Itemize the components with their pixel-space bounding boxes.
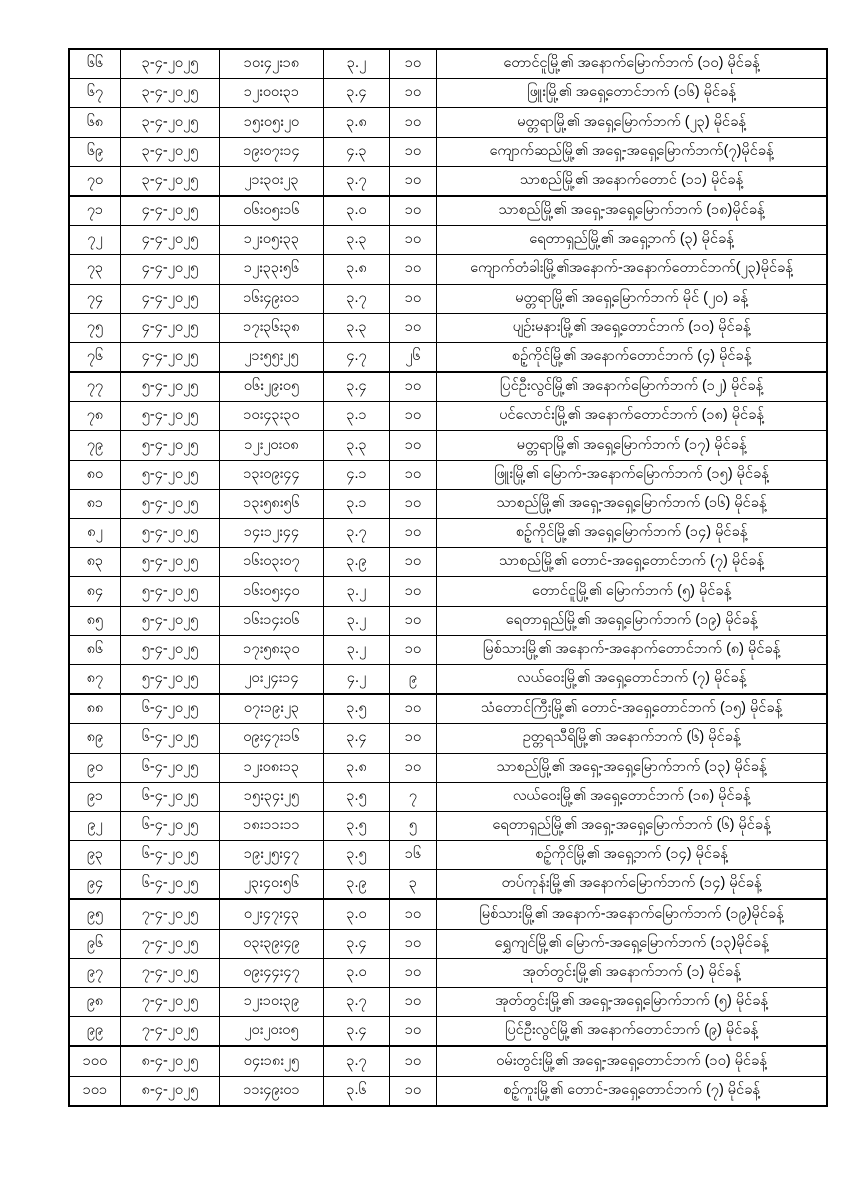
depth-cell: ၁၀ [390,108,437,137]
location-cell: ပျဉ်းမနားမြို့၏ အရှေ့တောင်ဘက် (၁၀) မိုင်ခန့် [437,313,828,342]
no-cell: ၆၇ [69,79,121,108]
time-cell: ၁၅း၃၄း၂၅ [220,782,324,811]
date-cell: ၆-၄-၂၀၂၅ [121,841,220,870]
table-row [69,284,827,313]
table-row [69,753,827,782]
location-cell: သာစည်မြို့၏ အနောက်တောင် (၁၁) မိုင်ခန့် [437,166,828,196]
time-cell: ၂၁း၃၀း၂၃ [220,166,324,196]
table-row [69,841,827,870]
time-cell: ၁၂း၂၀း၀၈ [220,431,324,460]
magnitude-cell: ၃.၈ [324,753,390,782]
time-cell: ၁၃း၀၉း၄၄ [220,460,324,489]
date-cell: ၇-၄-၂၀၂၅ [121,958,220,987]
magnitude-cell: ၃.၂ [324,635,390,664]
location-cell: လယ်ဝေးမြို့၏ အရှေ့တောင်ဘက် (၁၈) မိုင်ခန့် [437,782,828,811]
no-cell: ၈၂ [69,519,121,548]
table-row [69,1076,827,1106]
no-cell: ၉၆ [69,929,121,958]
depth-cell: ၁၀ [390,402,437,431]
earthquake-log-table-container [68,48,828,1107]
magnitude-cell: ၃.၇ [324,988,390,1017]
table-row [69,870,827,900]
time-cell: ၁၀း၄၃း၃၀ [220,402,324,431]
location-cell: သာစည်မြို့၏ အရှေ့-အရှေ့မြောက်ဘက် (၁၆) မိုင်ခန့် [437,489,828,518]
date-cell: ၇-၄-၂၀၂၅ [121,988,220,1017]
table-row [69,958,827,987]
magnitude-cell: ၃.၃ [324,313,390,342]
time-cell: ၁၀း၄၂း၁၈ [220,49,324,79]
no-cell: ၈၄ [69,577,121,606]
no-cell: ၁၀၀ [69,1046,121,1076]
no-cell: ၉၅ [69,899,121,929]
table-row [69,313,827,342]
time-cell: ၁၉း၀၇း၁၄ [220,137,324,166]
magnitude-cell: ၃.၄ [324,724,390,753]
location-cell: အုတ်တွင်းမြို့၏ အနောက်ဘက် (၁) မိုင်ခန့် [437,958,828,987]
magnitude-cell: ၃.၀ [324,958,390,987]
magnitude-cell: ၃.၂ [324,49,390,79]
no-cell: ၇၂ [69,226,121,255]
table-row [69,166,827,196]
depth-cell: ၁၀ [390,313,437,342]
time-cell: ၁၂း၃၃း၅၆ [220,255,324,284]
table-row [69,489,827,518]
depth-cell: ၁၀ [390,724,437,753]
table-row [69,79,827,108]
location-cell: စဉ့်ကိုင်မြို့၏ အရှေ့မြောက်ဘက် (၁၄) မိုင်ခန့် [437,519,828,548]
no-cell: ၉၀ [69,753,121,782]
no-cell: ၈၇ [69,664,121,694]
time-cell: ၀၄း၁၈း၂၅ [220,1046,324,1076]
depth-cell: ၁၀ [390,635,437,664]
location-cell: သာစည်မြို့၏ တောင်-အရှေ့တောင်ဘက် (၇) မိုင်ခန့် [437,548,828,577]
table-row [69,635,827,664]
location-cell: ဥတ္တရသီရိမြို့၏ အနောက်ဘက် (၆) မိုင်ခန့် [437,724,828,753]
time-cell: ၁၁း၄၉း၀၁ [220,1076,324,1106]
depth-cell: ၁၀ [390,899,437,929]
magnitude-cell: ၃.၇ [324,519,390,548]
magnitude-cell: ၃.၅ [324,694,390,724]
magnitude-cell: ၄.၂ [324,664,390,694]
magnitude-cell: ၃.၃ [324,431,390,460]
magnitude-cell: ၃.၈ [324,255,390,284]
depth-cell: ၁၀ [390,1017,437,1047]
time-cell: ၁၄း၁၂း၄၄ [220,519,324,548]
time-cell: ၂၃း၄၀း၅၆ [220,870,324,900]
time-cell: ၂၁း၅၅း၂၅ [220,342,324,372]
time-cell: ၁၆း၁၄း၀၆ [220,606,324,635]
depth-cell: ၁၀ [390,988,437,1017]
date-cell: ၄-၄-၂၀၂၅ [121,255,220,284]
time-cell: ၁၂း၀၅း၃၃ [220,226,324,255]
no-cell: ၉၂ [69,811,121,840]
no-cell: ၆၉ [69,137,121,166]
time-cell: ၀၃း၃၉း၄၉ [220,929,324,958]
magnitude-cell: ၃.၅ [324,811,390,840]
no-cell: ၁၀၁ [69,1076,121,1106]
date-cell: ၅-၄-၂၀၂၅ [121,548,220,577]
date-cell: ၅-၄-၂၀၂၅ [121,606,220,635]
location-cell: ရေတာရှည်မြို့၏ အရှေ့မြောက်ဘက် (၁၉) မိုင်ခန့် [437,606,828,635]
table-row [69,460,827,489]
no-cell: ၇၃ [69,255,121,284]
time-cell: ၁၆း၀၃း၀၇ [220,548,324,577]
time-cell: ၁၂း၀၈း၁၃ [220,753,324,782]
time-cell: ၁၆း၀၅း၄၀ [220,577,324,606]
no-cell: ၇၁ [69,196,121,226]
date-cell: ၆-၄-၂၀၂၅ [121,782,220,811]
date-cell: ၄-၄-၂၀၂၅ [121,342,220,372]
magnitude-cell: ၃.၄ [324,929,390,958]
date-cell: ၅-၄-၂၀၂၅ [121,402,220,431]
table-row [69,811,827,840]
time-cell: ၁၂း၁၀း၃၉ [220,988,324,1017]
table-row [69,1046,827,1076]
date-cell: ၇-၄-၂၀၂၅ [121,1017,220,1047]
location-cell: သံတောင်ကြီးမြို့၏ တောင်-အရှေ့တောင်ဘက် (၁၅) မိုင်ခန့် [437,694,828,724]
depth-cell: ၁၀ [390,284,437,313]
depth-cell: ၃ [390,870,437,900]
no-cell: ၈၉ [69,724,121,753]
time-cell: ၁၅း၀၅း၂၀ [220,108,324,137]
magnitude-cell: ၃.၅ [324,782,390,811]
depth-cell: ၁၆ [390,841,437,870]
no-cell: ၉၇ [69,958,121,987]
date-cell: ၅-၄-၂၀၂၅ [121,489,220,518]
time-cell: ၁၈း၁၁း၁၁ [220,811,324,840]
depth-cell: ၁၀ [390,372,437,402]
magnitude-cell: ၃.၀ [324,196,390,226]
table-row [69,724,827,753]
no-cell: ၆၆ [69,49,121,79]
depth-cell: ၁၀ [390,694,437,724]
location-cell: ရေတာရှည်မြို့၏ အရှေ့ဘက် (၃) မိုင်ခန့် [437,226,828,255]
date-cell: ၃-၄-၂၀၂၅ [121,166,220,196]
depth-cell: ၁၀ [390,137,437,166]
no-cell: ၈၃ [69,548,121,577]
location-cell: မတ္တရာမြို့၏ အရှေ့မြောက်ဘက် မိုင် (၂၀) ခန့် [437,284,828,313]
magnitude-cell: ၄.၇ [324,342,390,372]
depth-cell: ၁၀ [390,196,437,226]
earthquake-table-body [69,49,827,1106]
no-cell: ၆၈ [69,108,121,137]
depth-cell: ၁၀ [390,958,437,987]
date-cell: ၃-၄-၂၀၂၅ [121,137,220,166]
no-cell: ၇၈ [69,402,121,431]
magnitude-cell: ၃.၈ [324,108,390,137]
magnitude-cell: ၃.၄ [324,79,390,108]
time-cell: ၁၉း၂၅း၄၇ [220,841,324,870]
table-row [69,137,827,166]
location-cell: မြစ်သားမြို့၏ အနောက်-အနောက်တောင်ဘက် (၈) မိုင်ခန့် [437,635,828,664]
table-row [69,899,827,929]
table-row [69,342,827,372]
table-row [69,196,827,226]
depth-cell: ၁၀ [390,606,437,635]
magnitude-cell: ၃.၂ [324,606,390,635]
date-cell: ၅-၄-၂၀၂၅ [121,635,220,664]
depth-cell: ၁၀ [390,519,437,548]
time-cell: ၀၆း၂၉း၀၅ [220,372,324,402]
date-cell: ၆-၄-၂၀၂၅ [121,753,220,782]
magnitude-cell: ၃.၁ [324,489,390,518]
magnitude-cell: ၃.၀ [324,899,390,929]
depth-cell: ၁၀ [390,753,437,782]
earthquake-log-table [68,48,828,1107]
location-cell: ပင်လောင်းမြို့၏ အနောက်တောင်ဘက် (၁၈) မိုင်ခန့် [437,402,828,431]
location-cell: ပြင်ဦးလွင်မြို့၏ အနောက်တောင်ဘက် (၉) မိုင်ခန့် [437,1017,828,1047]
magnitude-cell: ၃.၃ [324,226,390,255]
date-cell: ၃-၄-၂၀၂၅ [121,79,220,108]
date-cell: ၇-၄-၂၀၂၅ [121,899,220,929]
table-row [69,664,827,694]
time-cell: ၁၇း၅၈း၃၀ [220,635,324,664]
depth-cell: ၁၀ [390,1076,437,1106]
location-cell: စဉ့်ကိုင်မြို့၏ အရှေ့ဘက် (၁၄) မိုင်ခန့် [437,841,828,870]
no-cell: ၇၇ [69,372,121,402]
no-cell: ၈၈ [69,694,121,724]
time-cell: ၁၂း၀၀း၃၁ [220,79,324,108]
magnitude-cell: ၃.၂ [324,577,390,606]
table-row [69,988,827,1017]
depth-cell: ၁၀ [390,166,437,196]
table-row [69,1017,827,1047]
date-cell: ၃-၄-၂၀၂၅ [121,108,220,137]
table-row [69,929,827,958]
date-cell: ၆-၄-၂၀၂၅ [121,870,220,900]
location-cell: အုတ်တွင်းမြို့၏ အရှေ့-အရှေ့မြောက်ဘက် (၅) မိုင်ခန့် [437,988,828,1017]
location-cell: ကျောက်ဆည်မြို့၏ အရှေ့-အရှေ့မြောက်ဘက်(၇)မိုင်ခန့် [437,137,828,166]
time-cell: ၀၉း၄၇း၁၆ [220,724,324,753]
location-cell: စဉ့်ကူးမြို့၏ တောင်-အရှေ့တောင်ဘက် (၇) မိုင်ခန့် [437,1076,828,1106]
location-cell: မတ္တရာမြို့၏ အရှေ့မြောက်ဘက် (၂၃) မိုင်ခန့် [437,108,828,137]
location-cell: တောင်ငူမြို့၏ အနောက်မြောက်ဘက် (၁၀) မိုင်ခန့် [437,49,828,79]
no-cell: ၇၀ [69,166,121,196]
time-cell: ၂၀း၂၀း၀၅ [220,1017,324,1047]
location-cell: ဝမ်းတွင်းမြို့၏ အရှေ့-အရှေ့တောင်ဘက် (၁၀) မိုင်ခန့် [437,1046,828,1076]
depth-cell: ၁၀ [390,431,437,460]
depth-cell: ၉ [390,664,437,694]
magnitude-cell: ၃.၇ [324,1046,390,1076]
magnitude-cell: ၃.၄ [324,372,390,402]
no-cell: ၉၃ [69,841,121,870]
date-cell: ၄-၄-၂၀၂၅ [121,226,220,255]
depth-cell: ၁၀ [390,226,437,255]
location-cell: သာစည်မြို့၏ အရှေ့-အရှေ့မြောက်ဘက် (၁၃) မိုင်ခန့် [437,753,828,782]
magnitude-cell: ၃.၅ [324,841,390,870]
location-cell: သာစည်မြို့၏ အရှေ့-အရှေ့မြောက်ဘက် (၁၈)မိုင်ခန့် [437,196,828,226]
date-cell: ၆-၄-၂၀၂၅ [121,724,220,753]
magnitude-cell: ၃.၆ [324,1076,390,1106]
table-row [69,694,827,724]
no-cell: ၈၆ [69,635,121,664]
time-cell: ၂၀း၂၄း၁၄ [220,664,324,694]
no-cell: ၉၉ [69,1017,121,1047]
no-cell: ၇၆ [69,342,121,372]
depth-cell: ၁၀ [390,489,437,518]
table-row [69,782,827,811]
location-cell: ပြင်ဦးလွင်မြို့၏ အနောက်မြောက်ဘက် (၁၂) မိုင်ခန့် [437,372,828,402]
date-cell: ၆-၄-၂၀၂၅ [121,694,220,724]
depth-cell: ၁၀ [390,79,437,108]
date-cell: ၇-၄-၂၀၂၅ [121,929,220,958]
time-cell: ၀၉း၄၄း၄၇ [220,958,324,987]
location-cell: ကျောက်တံခါးမြို့၏အနောက်-အနောက်တောင်ဘက်(၂၃)မိုင်ခန့် [437,255,828,284]
date-cell: ၅-၄-၂၀၂၅ [121,664,220,694]
table-row [69,606,827,635]
no-cell: ၈၅ [69,606,121,635]
date-cell: ၄-၄-၂၀၂၅ [121,196,220,226]
table-row [69,548,827,577]
location-cell: တောင်ငူမြို့၏ မြောက်ဘက် (၅) မိုင်ခန့် [437,577,828,606]
location-cell: ရွှေကျင်မြို့၏ မြောက်-အရှေ့မြောက်ဘက် (၁၃)မိုင်ခန့် [437,929,828,958]
table-row [69,108,827,137]
time-cell: ၁၇း၃၆း၃၈ [220,313,324,342]
location-cell: ရေတာရှည်မြို့၏ အရှေ့-အရှေ့မြောက်ဘက် (၆) မိုင်ခန့် [437,811,828,840]
time-cell: ၁၆း၄၉း၀၁ [220,284,324,313]
no-cell: ၈၀ [69,460,121,489]
table-row [69,49,827,79]
table-row [69,226,827,255]
date-cell: ၅-၄-၂၀၂၅ [121,519,220,548]
date-cell: ၅-၄-၂၀၂၅ [121,431,220,460]
location-cell: မြစ်သားမြို့၏ အနောက်-အနောက်မြောက်ဘက် (၁၉)မိုင်ခန့် [437,899,828,929]
table-row [69,402,827,431]
magnitude-cell: ၃.၉ [324,548,390,577]
depth-cell: ၂၆ [390,342,437,372]
depth-cell: ၁၀ [390,1046,437,1076]
location-cell: ဖြူးမြို့၏ အရှေ့တောင်ဘက် (၁၆) မိုင်ခန့် [437,79,828,108]
magnitude-cell: ၃.၇ [324,166,390,196]
depth-cell: ၁၀ [390,929,437,958]
depth-cell: ၁၀ [390,255,437,284]
magnitude-cell: ၃.၁ [324,402,390,431]
no-cell: ၇၅ [69,313,121,342]
table-row [69,255,827,284]
no-cell: ၇၉ [69,431,121,460]
depth-cell: ၁၀ [390,548,437,577]
no-cell: ၇၄ [69,284,121,313]
time-cell: ၀၂း၄၇း၄၃ [220,899,324,929]
date-cell: ၅-၄-၂၀၂၅ [121,577,220,606]
time-cell: ၁၃း၅၈း၅၆ [220,489,324,518]
magnitude-cell: ၃.၄ [324,1017,390,1047]
date-cell: ၆-၄-၂၀၂၅ [121,811,220,840]
date-cell: ၃-၄-၂၀၂၅ [121,49,220,79]
magnitude-cell: ၃.၇ [324,284,390,313]
date-cell: ၈-၄-၂၀၂၅ [121,1076,220,1106]
depth-cell: ၇ [390,782,437,811]
location-cell: လယ်ဝေးမြို့၏ အရှေ့တောင်ဘက် (၇) မိုင်ခန့် [437,664,828,694]
location-cell: တပ်ကုန်းမြို့၏ အနောက်မြောက်ဘက် (၁၄) မိုင်ခန့် [437,870,828,900]
table-row [69,577,827,606]
location-cell: စဉ့်ကိုင်မြို့၏ အနောက်တောင်ဘက် (၄) မိုင်ခန့် [437,342,828,372]
magnitude-cell: ၄.၁ [324,460,390,489]
no-cell: ၈၁ [69,489,121,518]
time-cell: ၀၇း၁၉း၂၃ [220,694,324,724]
location-cell: ဖြူးမြို့၏ မြောက်-အနောက်မြောက်ဘက် (၁၅) မိုင်ခန့် [437,460,828,489]
table-row [69,519,827,548]
no-cell: ၉၁ [69,782,121,811]
depth-cell: ၅ [390,811,437,840]
location-cell: မတ္တရာမြို့၏ အရှေ့မြောက်ဘက် (၁၇) မိုင်ခန့် [437,431,828,460]
depth-cell: ၁၀ [390,460,437,489]
depth-cell: ၁၀ [390,577,437,606]
time-cell: ၀၆း၀၅း၁၆ [220,196,324,226]
date-cell: ၅-၄-၂၀၂၅ [121,372,220,402]
magnitude-cell: ၃.၉ [324,870,390,900]
table-row [69,372,827,402]
magnitude-cell: ၄.၃ [324,137,390,166]
date-cell: ၄-၄-၂၀၂၅ [121,284,220,313]
no-cell: ၉၄ [69,870,121,900]
no-cell: ၉၈ [69,988,121,1017]
depth-cell: ၁၀ [390,49,437,79]
table-row [69,431,827,460]
date-cell: ၄-၄-၂၀၂၅ [121,313,220,342]
date-cell: ၅-၄-၂၀၂၅ [121,460,220,489]
date-cell: ၈-၄-၂၀၂၅ [121,1046,220,1076]
